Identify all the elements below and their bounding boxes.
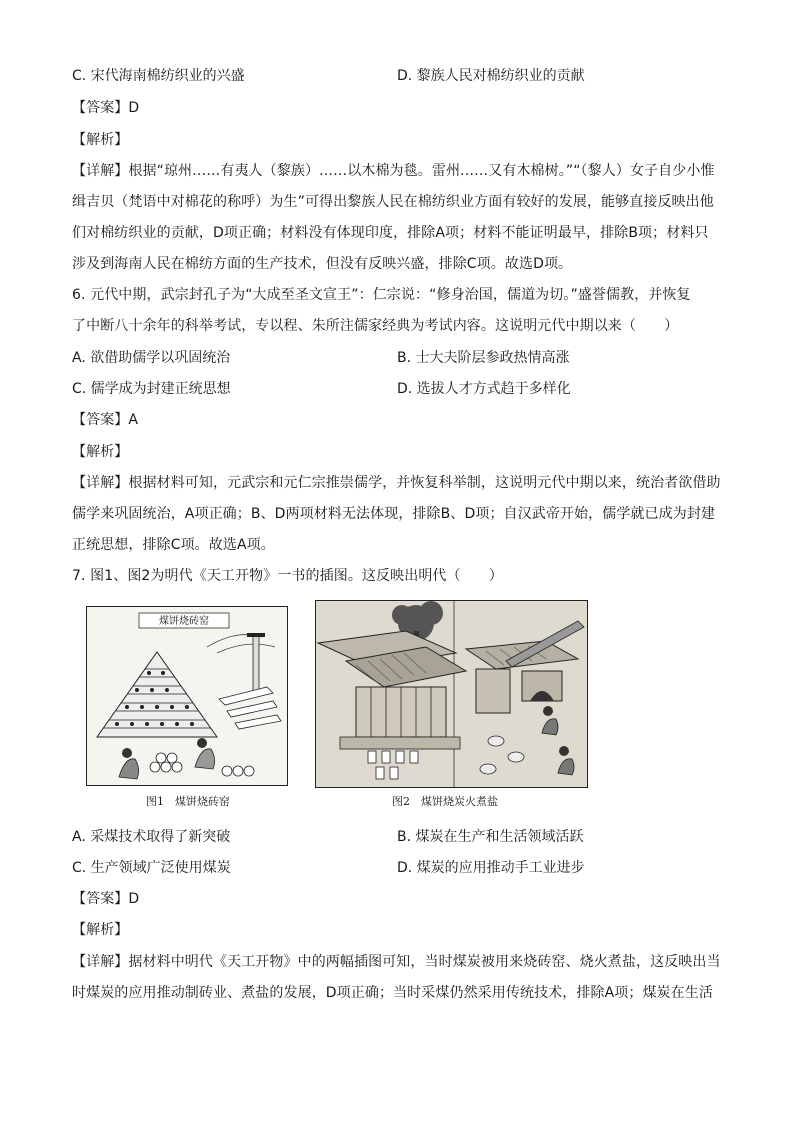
q6-detail-line-3: 正统思想，排除C项。故选A项。 bbox=[72, 537, 275, 553]
figure-1-title: 煤饼烧砖窑 bbox=[159, 616, 209, 627]
q6-option-b: B. 士大夫阶层参政热情高涨 bbox=[397, 350, 570, 366]
q7-detail-line-2: 时煤炭的应用推动制砖业、煮盐的发展，D项正确；当时采煤仍然采用传统技术，排除A项；煤炭在生活 bbox=[72, 985, 713, 1001]
q5-option-c: C. 宋代海南棉纺织业的兴盛 bbox=[72, 68, 245, 84]
q6-option-c: C. 儒学成为封建正统思想 bbox=[72, 381, 231, 397]
q7-analysis-label: 【解析】 bbox=[72, 922, 129, 938]
q6-stem-line-1: 6. 元代中期，武宗封孔子为“大成至圣文宣王”：仁宗说：“修身治国，儒道为切。”盛誉儒教，并恢复 bbox=[72, 287, 691, 303]
brick-kiln-illustration bbox=[87, 607, 287, 785]
figure-1-caption: 图1 煤饼烧砖窑 bbox=[146, 795, 230, 808]
q5-option-d: D. 黎族人民对棉纺织业的贡献 bbox=[397, 68, 585, 84]
q6-stem-line-2: 了中断八十余年的科举考试，专以程、朱所注儒家经典为考试内容。这说明元代中期以来（ ） bbox=[72, 318, 679, 334]
q6-option-d: D. 选拔人才方式趋于多样化 bbox=[397, 381, 571, 397]
q6-option-a: A. 欲借助儒学以巩固统治 bbox=[72, 350, 231, 366]
q7-option-d: D. 煤炭的应用推动手工业进步 bbox=[397, 860, 585, 876]
q7-option-c: C. 生产领域广泛使用煤炭 bbox=[72, 860, 231, 876]
q5-detail-line-3: 们对棉纺织业的贡献，D项正确；材料没有体现印度，排除A项；材料不能证明最早，排除B项；材料只 bbox=[72, 225, 709, 241]
q6-answer: 【答案】A bbox=[72, 412, 139, 428]
salt-boiling-illustration bbox=[316, 601, 587, 787]
q7-option-a: A. 采煤技术取得了新突破 bbox=[72, 829, 231, 845]
q5-detail-line-4: 涉及到海南人民在棉纺方面的生产技术，但没有反映兴盛，排除C项。故选D项。 bbox=[72, 256, 573, 272]
q6-detail-line-2: 儒学来巩固统治，A项正确；B、D两项材料无法体现，排除B、D项；自汉武帝开始，儒学就已成为封建 bbox=[72, 506, 716, 522]
q5-analysis-label: 【解析】 bbox=[72, 132, 129, 148]
q5-detail-line-2: 缉吉贝（梵语中对棉花的称呼）为生”可得出黎族人民在棉纺织业方面有较好的发展，能够直接反映出他 bbox=[72, 194, 714, 210]
q7-stem: 7. 图1、图2为明代《天工开物》一书的插图。这反映出明代（ ） bbox=[72, 568, 503, 584]
q6-analysis-label: 【解析】 bbox=[72, 444, 129, 460]
q7-answer: 【答案】D bbox=[72, 891, 140, 907]
q7-option-b: B. 煤炭在生产和生活领域活跃 bbox=[397, 829, 584, 845]
figure-1-brick-kiln bbox=[86, 606, 288, 786]
q5-detail-line-1: 【详解】根据“琼州……有夷人（黎族）……以木棉为毯。雷州……又有木棉树。”“（黎人）女子自少小惟 bbox=[72, 163, 715, 179]
q7-detail-line-1: 【详解】据材料中明代《天工开物》中的两幅插图可知，当时煤炭被用来烧砖窑、烧火煮盐，这反映出当 bbox=[72, 954, 721, 970]
figure-2-salt-boiling bbox=[315, 600, 588, 788]
figure-2-caption: 图2 煤饼烧炭火煮盐 bbox=[392, 795, 498, 808]
q6-detail-line-1: 【详解】根据材料可知，元武宗和元仁宗推崇儒学，并恢复科举制，这说明元代中期以来，统治者欲借助 bbox=[72, 475, 721, 491]
q5-answer: 【答案】D bbox=[72, 100, 140, 116]
